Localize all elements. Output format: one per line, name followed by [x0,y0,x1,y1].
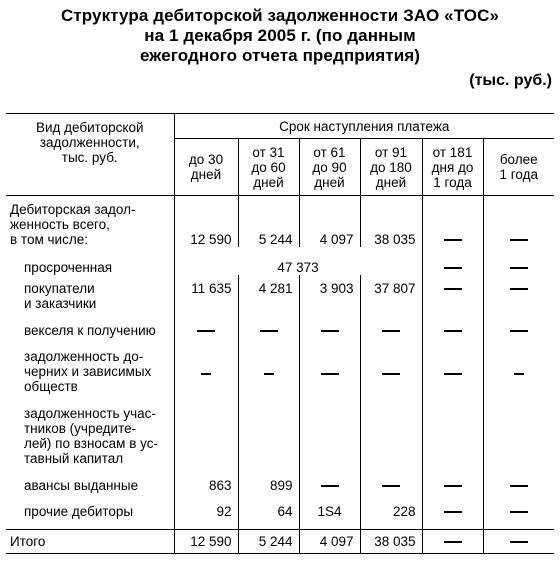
table-row [6,247,554,275]
dash-mark [444,288,462,290]
table-cell [422,275,483,311]
units-label: (тыс. руб.) [469,72,552,89]
table-cell [422,247,483,275]
table-cell: 38 035 [360,196,422,248]
dash-mark [197,330,215,332]
table-cell [483,311,554,338]
table-cell [422,311,483,338]
dash-mark [321,330,339,332]
title-line-1: Структура дебиторской задолженности ЗАО «ТОС» [60,6,500,25]
title-line-2: на 1 декабря 2005 г. (по данным [144,26,416,45]
row-label-line: Дебиторская задол- [10,202,136,217]
table-cell [483,196,554,248]
total-cell: 5 244 [238,530,299,554]
dash-mark [382,330,400,332]
table-cell [238,311,299,338]
table-cell [174,338,238,394]
table-cell [360,338,422,394]
dash-mark [510,288,528,290]
table-cell [422,338,483,394]
dash-mark [510,330,528,332]
dash-mark [382,485,400,487]
column-header [174,139,238,196]
table-cell [174,394,238,466]
table-cell [360,311,422,338]
column-header [360,139,422,196]
row-label-line: тавный капитал [24,451,124,466]
column-header-line: от 61 [313,144,346,160]
kind-header-line: задолженности, [39,135,140,150]
column-header-line: до 180 [370,159,412,175]
table-cell: 4 281 [238,275,299,311]
table-cell: 11 635 [174,275,238,311]
dash-mark [444,485,462,487]
row-label [6,196,174,248]
column-header-line: до 30 [188,152,224,167]
table-cell [483,493,554,530]
dash-mark [444,330,462,332]
table-cell: 92 [174,493,238,530]
column-header-line: дня до [431,159,474,175]
dash-mark [264,373,274,375]
column-header-line: дней [190,167,222,182]
table-cell: 863 [174,466,238,493]
total-row [6,530,554,554]
column-header-line: дней [375,174,407,190]
dash-mark [444,511,462,513]
table-cell [483,394,554,466]
table-row [6,196,554,248]
row-label-line: покупатели [24,281,95,296]
column-header-line: до 60 [251,159,286,175]
dash-mark [510,485,528,487]
row-label [6,275,174,311]
table-cell [483,275,554,311]
column-header-line: от 31 [252,144,285,160]
table-cell [483,338,554,394]
table-cell: 37 807 [360,275,422,311]
dash-mark [260,330,278,332]
table-row [6,466,554,493]
dash-mark [444,239,462,241]
column-header-line: 1 года [433,174,472,190]
table-row [6,338,554,394]
column-header-line: дней [253,174,284,190]
table-cell [483,466,554,493]
column-header-line: от 91 [374,144,408,160]
table-cell: 228 [360,493,422,530]
table-cell [299,466,360,493]
dash-mark [510,511,528,513]
total-cell [483,530,554,554]
dash-mark [201,373,211,375]
row-label-line: и заказчики [24,296,97,311]
dash-mark [321,485,339,487]
table-cell [238,338,299,394]
table-row [6,311,554,338]
table-cell [360,466,422,493]
table-row [6,275,554,311]
column-header-line: 1 года [499,167,538,182]
row-label [6,338,174,394]
row-label-line: женность всего, [10,217,110,232]
table-cell: 12 590 [174,196,238,248]
table-cell: 4 097 [299,196,360,248]
table-cell [360,394,422,466]
row-label-line: обществ [24,379,78,394]
row-label: векселя к получению [24,323,156,338]
row-label-line: черних и зависимых [24,364,152,379]
dash-mark [444,267,462,269]
column-header-line: дней [314,174,345,190]
row-label-line: задолженность учас- [24,406,156,421]
table-cell [238,394,299,466]
title-line-3: ежегодного отчета предприятия) [139,46,421,65]
dash-mark [510,239,528,241]
table-cell: 3 903 [299,275,360,311]
table-cell [422,493,483,530]
row-label: прочие дебиторы [24,504,134,519]
row-label-line: задолженность до- [24,349,144,364]
period-header: Срок наступления платежа [174,114,554,139]
table-row [6,394,554,466]
row-label-line: лей) по взносам в ус- [24,436,158,451]
dash-mark [382,373,400,375]
row-label: авансы выданные [24,478,139,493]
total-cell: 4 097 [299,530,360,554]
row-label: просроченная [24,260,113,275]
column-header-line: от 181 [432,144,473,160]
table-cell [422,394,483,466]
dash-mark [510,541,528,543]
dash-mark [510,267,528,269]
row-label-line: тников (учредите- [24,421,137,436]
column-header [299,139,360,196]
total-label: Итого [10,534,46,549]
column-header [238,139,299,196]
kind-header-line: Вид дебиторской [35,120,144,135]
total-cell: 12 590 [174,530,238,554]
dash-mark [321,373,339,375]
dash-mark [514,373,524,375]
table-cell: 64 [238,493,299,530]
merged-cell: 47 373 [174,247,422,275]
dash-mark [444,541,462,543]
document-title [0,6,560,66]
receivables-table [6,113,554,554]
dash-mark [444,373,462,375]
table-cell: 899 [238,466,299,493]
table-cell [422,196,483,248]
table-cell [174,311,238,338]
kind-header-line: тыс. руб. [61,150,118,165]
table-row [6,493,554,530]
table-cell [299,394,360,466]
column-header-line: более [499,152,538,167]
table-cell [483,247,554,275]
kind-header [6,114,174,196]
row-label [6,394,174,466]
row-label-line: в том числе: [10,232,88,247]
column-header [422,139,483,196]
table-cell: 5 244 [238,196,299,248]
table-cell: 1S4 [299,493,360,530]
total-cell [422,530,483,554]
table-cell [299,311,360,338]
table-cell [422,466,483,493]
column-header [483,139,554,196]
column-header-line: до 90 [312,159,347,175]
table-cell [299,338,360,394]
total-cell: 38 035 [360,530,422,554]
